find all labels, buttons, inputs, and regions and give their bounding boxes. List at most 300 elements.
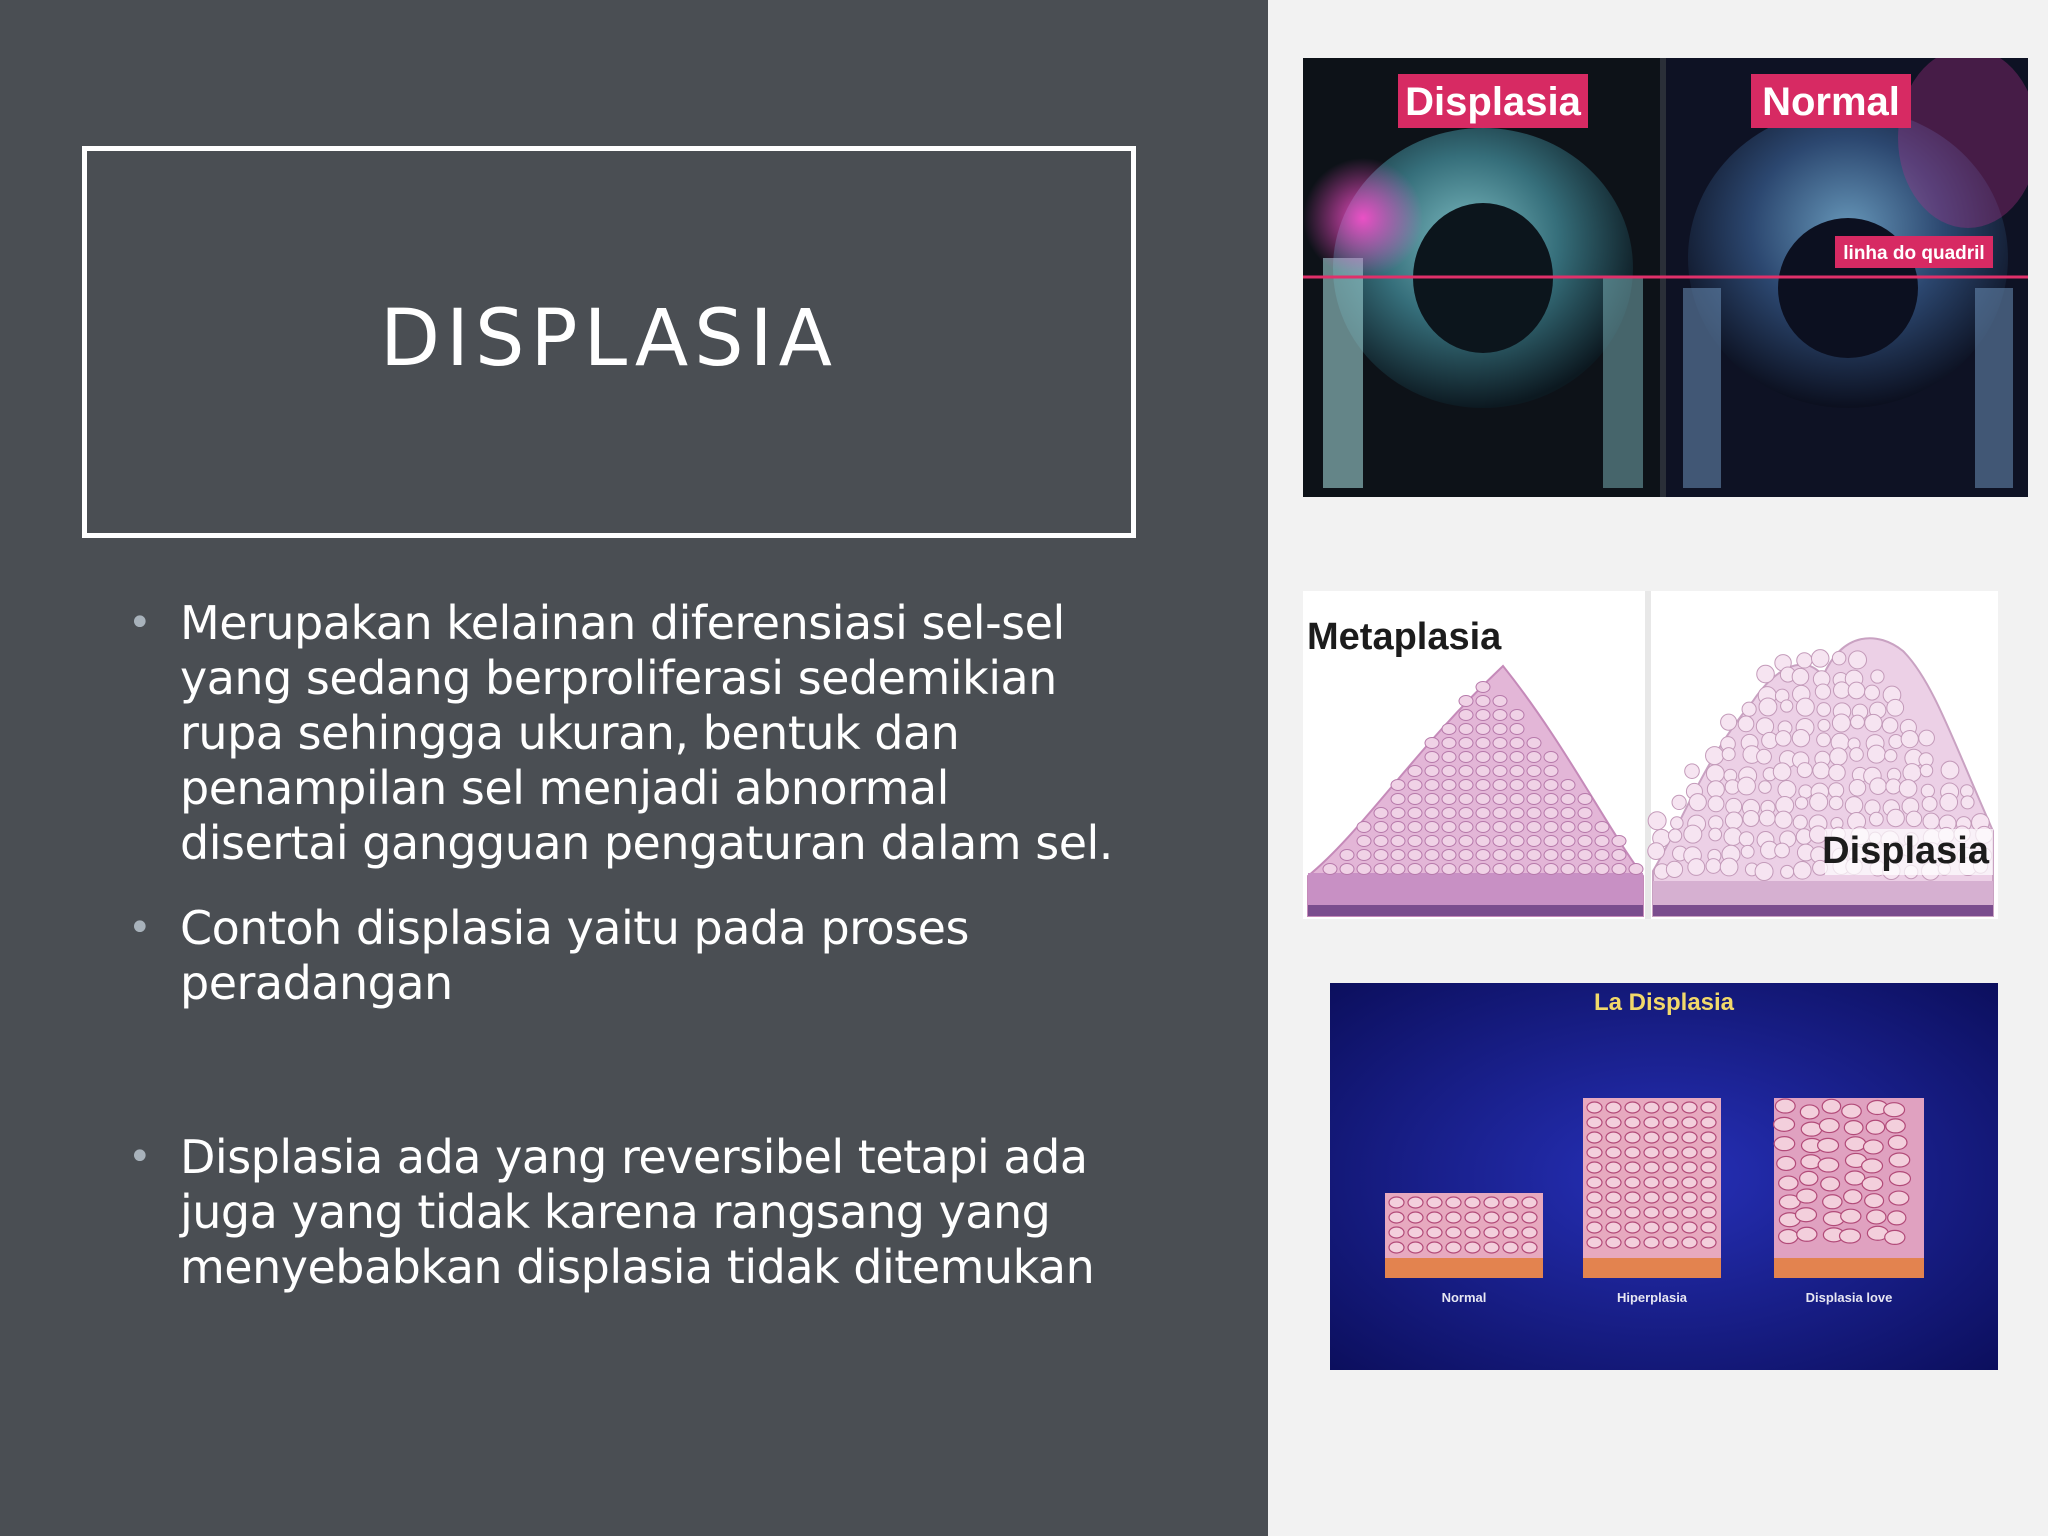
metaplasia-cell — [1442, 808, 1456, 819]
displasia-cell — [1865, 714, 1882, 731]
displasia-cell — [1919, 730, 1935, 746]
normal-cell — [1484, 1212, 1499, 1223]
caption-displasia-love: Displasia love — [1805, 1290, 1893, 1305]
metaplasia-cell — [1459, 836, 1473, 847]
displasia-cell — [1867, 745, 1885, 763]
hiperplasia-cell — [1644, 1192, 1659, 1203]
displasia-cell — [1823, 1195, 1842, 1209]
displasia-cell — [1708, 796, 1724, 812]
displasia-cell — [1845, 797, 1862, 814]
displasia-cell — [1792, 668, 1809, 685]
displasia-cell — [1862, 1177, 1883, 1191]
displasia-cell — [1757, 665, 1775, 683]
metaplasia-cell — [1578, 808, 1592, 819]
metaplasia-cell — [1476, 682, 1490, 693]
displasia-cell — [1800, 1171, 1818, 1185]
metaplasia-cell — [1527, 780, 1541, 791]
displasia-cell — [1832, 714, 1850, 732]
displasia-cell — [1774, 1137, 1795, 1151]
normal-cell — [1427, 1197, 1442, 1208]
metaplasia-cell — [1442, 780, 1456, 791]
displasia-cell — [1922, 796, 1937, 811]
metaplasia-cell — [1476, 836, 1490, 847]
metaplasia-cell — [1425, 850, 1439, 861]
metaplasia-cell — [1527, 738, 1541, 749]
normal-cell — [1389, 1227, 1404, 1238]
metaplasia-cell — [1595, 822, 1609, 833]
metaplasia-cell — [1493, 766, 1507, 777]
displasia-cell — [1842, 1104, 1861, 1118]
metaplasia-cell — [1425, 752, 1439, 763]
displasia-cell — [1668, 829, 1681, 842]
metaplasia-cell — [1476, 808, 1490, 819]
displasia-cell — [1796, 1208, 1817, 1222]
metaplasia-cell — [1612, 850, 1626, 861]
metaplasia-cell — [1527, 808, 1541, 819]
metaplasia-cell — [1408, 864, 1422, 875]
metaplasia-cell — [1527, 766, 1541, 777]
metaplasia-cell — [1459, 766, 1473, 777]
metaplasia-cell — [1493, 822, 1507, 833]
normal-cell — [1389, 1242, 1404, 1253]
metaplasia-cell — [1561, 864, 1575, 875]
metaplasia-cell — [1442, 836, 1456, 847]
metaplasia-cell — [1510, 794, 1524, 805]
metaplasia-cell — [1561, 850, 1575, 861]
bullet-item: • Displasia ada yang reversibel tetapi ada juga yang tidak karena rangsang yang menyebabkan displasia tidak ditemukan — [128, 1130, 1128, 1295]
displasia-cell — [1739, 832, 1754, 847]
metaplasia-cell — [1357, 836, 1371, 847]
metaplasia-cell — [1510, 752, 1524, 763]
displasia-cell — [1830, 748, 1847, 765]
metaplasia-cell — [1340, 864, 1354, 875]
displasia-cell — [1774, 1117, 1795, 1131]
metaplasia-cell — [1561, 822, 1575, 833]
displasia-cell — [1773, 763, 1791, 781]
metaplasia-cell — [1510, 766, 1524, 777]
metaplasia-cell — [1476, 752, 1490, 763]
displasia-cell — [1759, 810, 1775, 826]
hiperplasia-cell — [1701, 1132, 1716, 1143]
normal-cell — [1465, 1242, 1480, 1253]
displasia-cell — [1871, 670, 1884, 683]
displasia-cell — [1817, 733, 1831, 747]
xray-label-displasia: Displasia — [1405, 80, 1581, 124]
metaplasia-cell — [1357, 864, 1371, 875]
bullet-item: • Contoh displasia yaitu pada proses peradangan — [128, 901, 1128, 1011]
hiperplasia-cell — [1682, 1147, 1697, 1158]
hiperplasia-cell — [1606, 1162, 1621, 1173]
displasia-label: Displasia — [1822, 830, 1989, 872]
metaplasia-cell — [1408, 794, 1422, 805]
metaplasia-cell — [1425, 794, 1439, 805]
metaplasia-cell — [1391, 780, 1405, 791]
displasia-cell — [1845, 1137, 1865, 1151]
normal-cell — [1389, 1197, 1404, 1208]
displasia-cell — [1832, 651, 1845, 664]
hiperplasia-cell — [1682, 1222, 1697, 1233]
hiperplasia-cell — [1587, 1117, 1602, 1128]
displasia-cell — [1833, 682, 1849, 698]
bullet-item: • Merupakan kelainan diferensiasi sel-sel yang sedang berproliferasi sedemikian rupa sehingga ukuran, bentuk dan penampilan sel menjadi abnormal disertai gangguan pengaturan dalam sel. — [128, 596, 1128, 871]
hiperplasia-cell — [1701, 1192, 1716, 1203]
caption-hiperplasia: Hiperplasia — [1616, 1290, 1688, 1305]
metaplasia-cell — [1408, 808, 1422, 819]
displasia-cell — [1720, 858, 1738, 876]
displasia-cell — [1888, 1135, 1907, 1149]
normal-cell — [1484, 1197, 1499, 1208]
metaplasia-cell — [1408, 822, 1422, 833]
hiperplasia-cell — [1625, 1132, 1640, 1143]
displasia-cell — [1850, 748, 1864, 762]
displasia-cell — [1921, 784, 1934, 797]
metaplasia-cell — [1357, 850, 1371, 861]
hiperplasia-cell — [1625, 1147, 1640, 1158]
displasia-cell — [1849, 780, 1866, 797]
metaplasia-cell — [1544, 836, 1558, 847]
xray-image — [1303, 58, 2028, 497]
displasia-cell — [1672, 795, 1686, 809]
metaplasia-cell — [1510, 738, 1524, 749]
displasia-cell — [1778, 780, 1796, 798]
displasia-cell — [1819, 1119, 1839, 1133]
metaplasia-cell — [1544, 794, 1558, 805]
hiperplasia-cell — [1663, 1192, 1678, 1203]
metaplasia-cell — [1442, 766, 1456, 777]
normal-cell — [1446, 1212, 1461, 1223]
displasia-cell — [1870, 778, 1887, 795]
displasia-cell — [1817, 703, 1831, 717]
displasia-cell — [1795, 797, 1807, 809]
caption-normal: Normal — [1441, 1290, 1487, 1305]
hiperplasia-cell — [1606, 1117, 1621, 1128]
hiperplasia-cell — [1625, 1162, 1640, 1173]
hiperplasia-cell — [1663, 1222, 1678, 1233]
hiperplasia-cell — [1663, 1117, 1678, 1128]
displasia-cell — [1648, 843, 1665, 860]
displasia-cell — [1888, 1211, 1906, 1225]
normal-cell — [1465, 1197, 1480, 1208]
metaplasia-cell — [1510, 808, 1524, 819]
metaplasia-cell — [1408, 780, 1422, 791]
displasia-cell — [1870, 812, 1884, 826]
hiperplasia-cell — [1682, 1102, 1697, 1113]
hiperplasia-cell — [1701, 1207, 1716, 1218]
displasia-cell — [1742, 702, 1756, 716]
metaplasia-cell — [1391, 794, 1405, 805]
normal-cell — [1446, 1197, 1461, 1208]
metaplasia-cell — [1544, 864, 1558, 875]
hiperplasia-cell — [1587, 1147, 1602, 1158]
metaplasia-cell — [1561, 836, 1575, 847]
displasia-cell — [1797, 763, 1812, 778]
metaplasia-cell — [1544, 808, 1558, 819]
metaplasia-cell — [1425, 836, 1439, 847]
normal-cell — [1446, 1227, 1461, 1238]
metaplasia-cell — [1510, 850, 1524, 861]
metaplasia-image — [1303, 591, 1998, 919]
hiperplasia-cell — [1606, 1132, 1621, 1143]
metaplasia-cell — [1476, 794, 1490, 805]
displasia-cell — [1848, 682, 1865, 699]
normal-cell — [1522, 1227, 1537, 1238]
displasia-cell — [1810, 793, 1828, 811]
metaplasia-cell — [1459, 738, 1473, 749]
displasia-cell — [1757, 749, 1772, 764]
slide-title: DISPLASIA — [379, 294, 839, 384]
displasia-cell — [1821, 1177, 1840, 1191]
displasia-cell — [1685, 764, 1700, 779]
metaplasia-cell — [1408, 836, 1422, 847]
hiperplasia-cell — [1682, 1207, 1697, 1218]
displasia-cell — [1781, 700, 1793, 712]
metaplasia-cell — [1612, 864, 1626, 875]
displasia-cell — [1797, 653, 1812, 668]
hiperplasia-cell — [1644, 1162, 1659, 1173]
displasia-cell — [1849, 651, 1867, 669]
metaplasia-cell — [1527, 836, 1541, 847]
displasia-cell — [1866, 1120, 1884, 1134]
hiperplasia-cell — [1644, 1237, 1659, 1248]
metaplasia-cell — [1493, 808, 1507, 819]
metaplasia-cell — [1527, 864, 1541, 875]
displasia-cell — [1889, 734, 1903, 748]
metaplasia-cell — [1425, 780, 1439, 791]
displasia-cell — [1901, 730, 1918, 747]
metaplasia-cell — [1612, 836, 1626, 847]
hiperplasia-cell — [1663, 1177, 1678, 1188]
hiperplasia-cell — [1587, 1102, 1602, 1113]
metaplasia-cell — [1391, 808, 1405, 819]
metaplasia-cell — [1459, 710, 1473, 721]
displasia-cell — [1884, 1103, 1905, 1117]
displasia-cell — [1889, 1153, 1909, 1167]
displasia-cell — [1706, 765, 1724, 783]
displasia-cell — [1777, 1156, 1796, 1170]
displasia-cell — [1923, 813, 1939, 829]
displasia-cell — [1738, 777, 1756, 795]
normal-cell — [1408, 1212, 1423, 1223]
displasia-cell — [1800, 1105, 1819, 1119]
hiperplasia-cell — [1625, 1177, 1640, 1188]
hiperplasia-cell — [1644, 1132, 1659, 1143]
metaplasia-cell — [1510, 710, 1524, 721]
displasia-cell — [1801, 1122, 1821, 1136]
displasia-cell — [1684, 825, 1702, 843]
hiperplasia-cell — [1625, 1222, 1640, 1233]
metaplasia-cell — [1561, 794, 1575, 805]
displasia-cell — [1724, 828, 1742, 846]
displasia-cell — [1759, 781, 1772, 794]
normal-cell — [1465, 1212, 1480, 1223]
normal-cell — [1408, 1227, 1423, 1238]
la-displasia-title: La Displasia — [1593, 989, 1735, 1016]
displasia-cell — [1822, 1099, 1840, 1113]
displasia-cell — [1887, 809, 1904, 826]
displasia-cell — [1796, 698, 1814, 716]
metaplasia-cell — [1493, 780, 1507, 791]
displasia-cell — [1829, 783, 1844, 798]
metaplasia-cell — [1510, 822, 1524, 833]
metaplasia-cell — [1510, 724, 1524, 735]
metaplasia-cell — [1510, 836, 1524, 847]
hiperplasia-cell — [1701, 1147, 1716, 1158]
displasia-cell — [1755, 863, 1773, 881]
hiperplasia-cell — [1644, 1117, 1659, 1128]
metaplasia-cell — [1425, 766, 1439, 777]
metaplasia-cell — [1391, 822, 1405, 833]
metaplasia-cell — [1561, 808, 1575, 819]
displasia-cell — [1709, 828, 1722, 841]
displasia-cell — [1779, 1230, 1798, 1244]
hiperplasia-cell — [1606, 1102, 1621, 1113]
metaplasia-cell — [1374, 822, 1388, 833]
hiperplasia-cell — [1663, 1147, 1678, 1158]
metaplasia-cell — [1459, 752, 1473, 763]
metaplasia-cell — [1425, 864, 1439, 875]
la-displasia-image — [1330, 983, 1998, 1370]
hiperplasia-cell — [1644, 1207, 1659, 1218]
displasia-cell — [1775, 843, 1790, 858]
normal-cell — [1427, 1212, 1442, 1223]
hiperplasia-cell — [1644, 1102, 1659, 1113]
normal-cell — [1427, 1227, 1442, 1238]
hiperplasia-cell — [1663, 1132, 1678, 1143]
hiperplasia-cell — [1606, 1192, 1621, 1203]
metaplasia-cell — [1527, 794, 1541, 805]
metaplasia-cell — [1510, 780, 1524, 791]
hiperplasia-cell — [1682, 1237, 1697, 1248]
metaplasia-cell — [1544, 766, 1558, 777]
normal-cell — [1503, 1227, 1518, 1238]
metaplasia-cell — [1442, 794, 1456, 805]
metaplasia-cell — [1476, 710, 1490, 721]
bullet-list — [128, 596, 1128, 1295]
displasia-cell — [1903, 764, 1921, 782]
metaplasia-cell — [1374, 864, 1388, 875]
xray-label-normal: Normal — [1762, 80, 1900, 124]
displasia-cell — [1941, 761, 1959, 779]
metaplasia-cell — [1493, 752, 1507, 763]
displasia-cell — [1886, 779, 1901, 794]
hiperplasia-cell — [1625, 1117, 1640, 1128]
hiperplasia-cell — [1682, 1132, 1697, 1143]
displasia-cell — [1961, 796, 1974, 809]
displasia-cell — [1775, 811, 1792, 828]
metaplasia-cell — [1442, 738, 1456, 749]
hiperplasia-cell — [1587, 1132, 1602, 1143]
metaplasia-cell — [1442, 850, 1456, 861]
metaplasia-cell — [1595, 836, 1609, 847]
displasia-cell — [1792, 729, 1809, 746]
metaplasia-cell — [1493, 794, 1507, 805]
metaplasia-cell — [1595, 864, 1609, 875]
displasia-cell — [1648, 812, 1666, 830]
hiperplasia-cell — [1663, 1237, 1678, 1248]
normal-cell — [1503, 1197, 1518, 1208]
metaplasia-cell — [1510, 864, 1524, 875]
title-box — [82, 146, 1136, 538]
displasia-cell — [1829, 764, 1845, 780]
metaplasia-cell — [1374, 808, 1388, 819]
displasia-cell — [1885, 750, 1897, 762]
displasia-cell — [1666, 861, 1682, 877]
hiperplasia-cell — [1625, 1237, 1640, 1248]
displasia-cell — [1779, 1176, 1798, 1190]
hiperplasia-cell — [1701, 1102, 1716, 1113]
metaplasia-cell — [1476, 780, 1490, 791]
metaplasia-cell — [1442, 752, 1456, 763]
normal-cell — [1484, 1242, 1499, 1253]
hiperplasia-cell — [1587, 1177, 1602, 1188]
normal-cell — [1484, 1227, 1499, 1238]
displasia-cell — [1741, 845, 1754, 858]
metaplasia-cell — [1476, 696, 1490, 707]
displasia-cell — [1863, 1140, 1883, 1154]
hiperplasia-cell — [1644, 1147, 1659, 1158]
displasia-cell — [1706, 859, 1721, 874]
metaplasia-cell — [1578, 850, 1592, 861]
displasia-cell — [1844, 1121, 1863, 1135]
metaplasia-cell — [1459, 808, 1473, 819]
metaplasia-cell — [1544, 850, 1558, 861]
hiperplasia-cell — [1644, 1222, 1659, 1233]
displasia-cell — [1706, 747, 1724, 765]
displasia-cell — [1818, 1158, 1839, 1172]
displasia-cell — [1844, 1190, 1862, 1204]
displasia-cell — [1776, 731, 1792, 747]
metaplasia-cell — [1459, 696, 1473, 707]
metaplasia-cell — [1629, 864, 1643, 875]
metaplasia-label: Metaplasia — [1307, 616, 1502, 658]
metaplasia-cell — [1442, 724, 1456, 735]
hiperplasia-cell — [1606, 1222, 1621, 1233]
metaplasia-cell — [1544, 780, 1558, 791]
metaplasia-cell — [1544, 822, 1558, 833]
hiperplasia-cell — [1587, 1162, 1602, 1173]
displasia-cell — [1840, 1229, 1861, 1243]
normal-cell — [1465, 1227, 1480, 1238]
hiperplasia-cell — [1587, 1192, 1602, 1203]
displasia-cell — [1889, 1172, 1910, 1186]
metaplasia-cell — [1544, 752, 1558, 763]
hiperplasia-cell — [1606, 1207, 1621, 1218]
displasia-cell — [1775, 1099, 1795, 1113]
metaplasia-cell — [1425, 808, 1439, 819]
metaplasia-cell — [1459, 822, 1473, 833]
displasia-cell — [1725, 812, 1742, 829]
displasia-cell — [1815, 684, 1830, 699]
metaplasia-cell — [1578, 836, 1592, 847]
displasia-cell — [1818, 719, 1830, 731]
displasia-cell — [1862, 1159, 1883, 1173]
hiperplasia-cell — [1701, 1177, 1716, 1188]
hiperplasia-cell — [1701, 1222, 1716, 1233]
displasia-cell — [1688, 859, 1705, 876]
displasia-cell — [1887, 699, 1904, 716]
hiperplasia-cell — [1644, 1177, 1659, 1188]
metaplasia-cell — [1323, 864, 1337, 875]
metaplasia-cell — [1493, 864, 1507, 875]
hiperplasia-cell — [1587, 1207, 1602, 1218]
hiperplasia-cell — [1682, 1192, 1697, 1203]
hiperplasia-cell — [1682, 1117, 1697, 1128]
metaplasia-cell — [1408, 850, 1422, 861]
hiperplasia-cell — [1587, 1222, 1602, 1233]
normal-cell — [1522, 1242, 1537, 1253]
displasia-cell — [1797, 1189, 1817, 1203]
hiperplasia-cell — [1663, 1162, 1678, 1173]
